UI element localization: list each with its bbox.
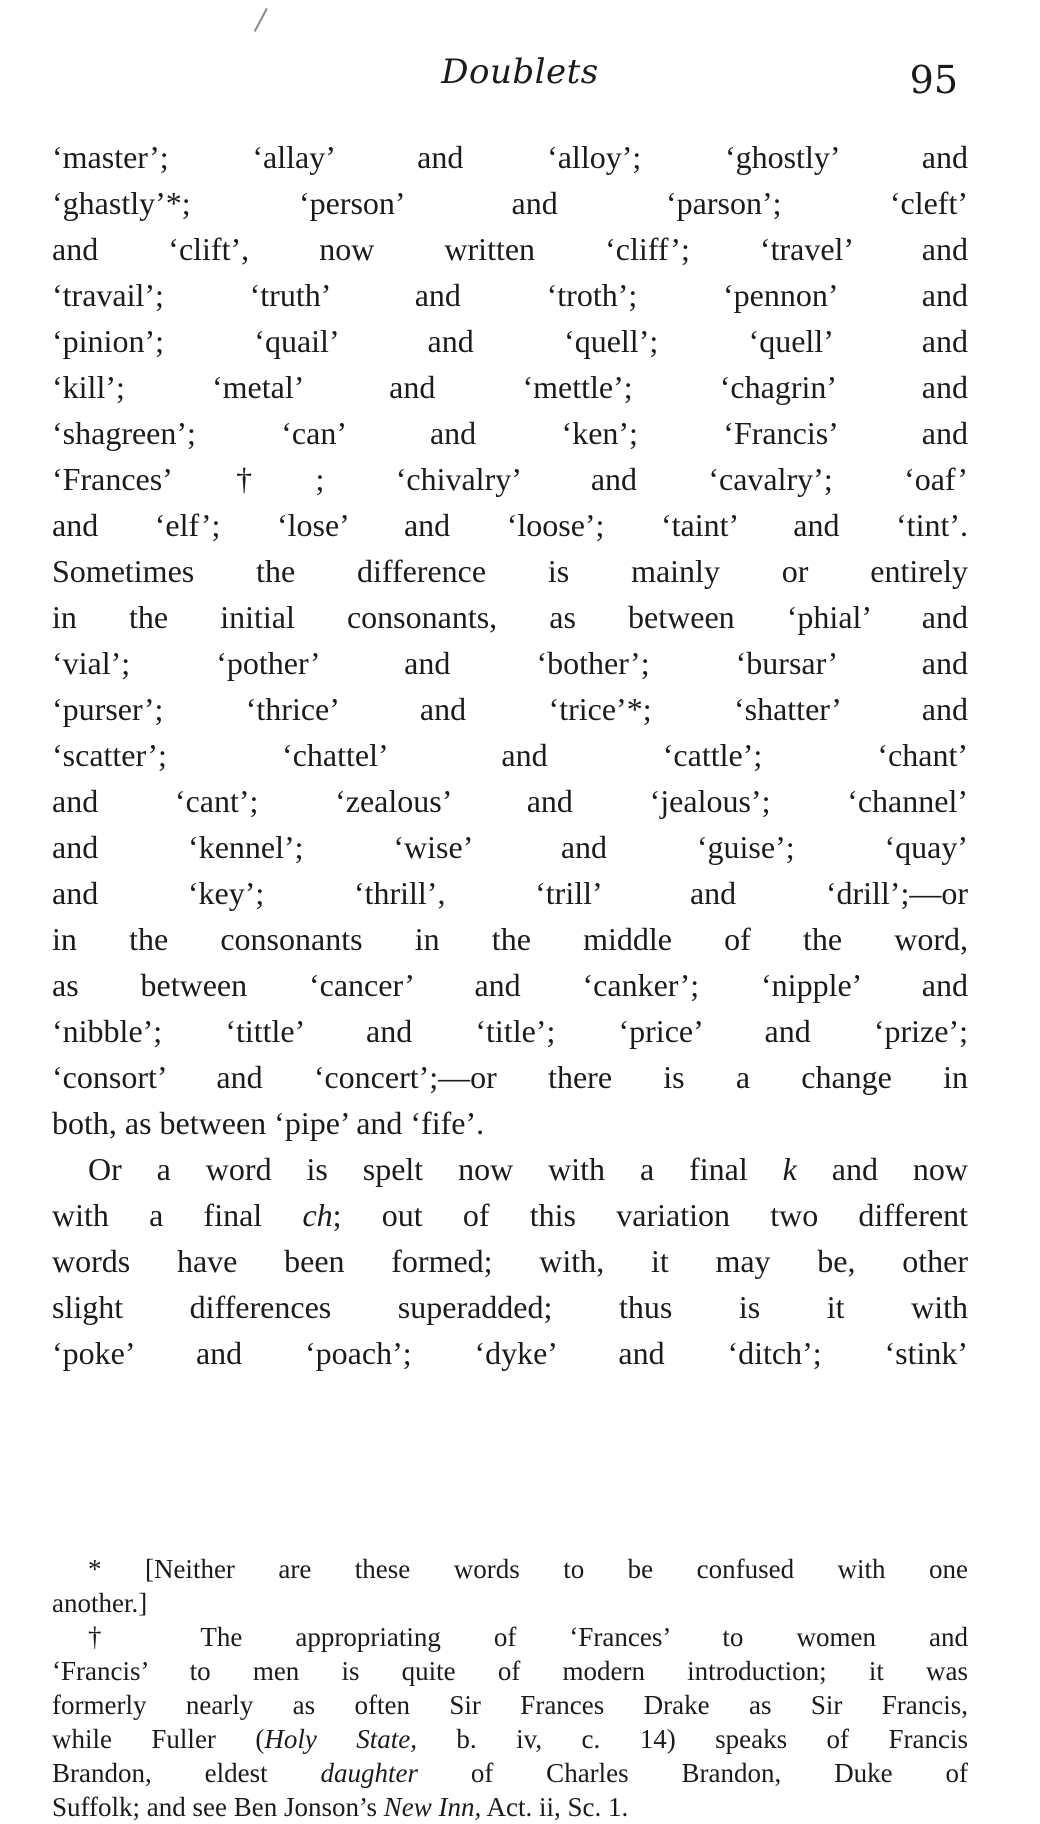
italic-run: k	[782, 1151, 797, 1187]
page-number: 95	[909, 58, 958, 102]
body-line: as between ‘cancer’ and ‘canker’; ‘nipple’ and	[52, 967, 968, 1003]
text-run: with a final	[52, 1197, 303, 1233]
body-text	[52, 134, 968, 1376]
page-header	[0, 52, 1040, 100]
footnote-line: formerly nearly as often Sir Frances Drake as Sir Francis,	[52, 1690, 968, 1720]
text-run: ; out of this variation two different	[332, 1197, 968, 1233]
body-line: and ‘key’; ‘thrill’, ‘trill’ and ‘drill’;—or	[52, 875, 968, 911]
body-line: both, as between ‘pipe’ and ‘fife’.	[52, 1105, 485, 1141]
paragraph-line	[52, 1146, 968, 1192]
italic-run: Holy State,	[264, 1724, 417, 1754]
text-run: ‘poke’ and ‘poach’; ‘dyke’ and ‘ditch’; ‘stink’	[52, 1335, 968, 1371]
footnote-line	[52, 1722, 968, 1756]
body-line: and ‘kennel’; ‘wise’ and ‘guise’; ‘quay’	[52, 829, 968, 865]
body-line: ‘scatter’; ‘chattel’ and ‘cattle’; ‘chant’	[52, 737, 968, 773]
paragraph-line	[52, 1330, 968, 1376]
italic-run: ch	[302, 1197, 333, 1233]
text-run: and now	[796, 1151, 968, 1187]
footnotes	[52, 1552, 968, 1824]
body-line: in the initial consonants, as between ‘phial’ and	[52, 599, 968, 635]
text-run: Act. ii, Sc. 1.	[481, 1792, 629, 1822]
body-line: and ‘clift’, now written ‘cliff’; ‘travel’ and	[52, 231, 968, 267]
body-line: ‘nibble’; ‘tittle’ and ‘title’; ‘price’ and ‘prize’;	[52, 1013, 968, 1049]
italic-run: daughter	[320, 1758, 418, 1788]
text-run: words have been formed; with, it may be, other	[52, 1243, 968, 1279]
italic-run: New Inn,	[383, 1792, 482, 1822]
body-line: and ‘elf’; ‘lose’ and ‘loose’; ‘taint’ and ‘tint’.	[52, 507, 968, 543]
body-line: and ‘cant’; ‘zealous’ and ‘jealous’; ‘channel’	[52, 783, 968, 819]
text-run: of Charles Brandon, Duke of	[417, 1758, 968, 1788]
footnote-line	[52, 1790, 968, 1824]
body-line: ‘Frances’†; ‘chivalry’ and ‘cavalry’; ‘oaf’	[52, 461, 968, 497]
body-line: ‘vial’; ‘pother’ and ‘bother’; ‘bursar’ and	[52, 645, 968, 681]
body-line: ‘pinion’; ‘quail’ and ‘quell’; ‘quell’ and	[52, 323, 968, 359]
running-head: Doublets	[441, 52, 599, 92]
paragraph-line	[52, 1284, 968, 1330]
body-line: ‘travail’; ‘truth’ and ‘troth’; ‘pennon’ and	[52, 277, 968, 313]
text-run: Brandon, eldest	[52, 1758, 321, 1788]
paragraph-line	[52, 1192, 968, 1238]
text-run: Suffolk; and see Ben Jonson’s	[52, 1792, 384, 1822]
footnote-line: another.]	[52, 1588, 148, 1618]
paragraph-line	[52, 1238, 968, 1284]
text-run: Or a word is spelt now with a final	[88, 1151, 783, 1187]
text-run: b. iv, c. 14) speaks of Francis	[417, 1724, 968, 1754]
body-line: ‘shagreen’; ‘can’ and ‘ken’; ‘Francis’ and	[52, 415, 968, 451]
body-line: ‘consort’ and ‘concert’;—or there is a change in	[52, 1059, 968, 1095]
footnote-line: † The appropriating of ‘Frances’ to women and	[88, 1622, 968, 1652]
body-line: ‘ghastly’*; ‘person’ and ‘parson’; ‘cleft’	[52, 185, 968, 221]
body-line: in the consonants in the middle of the word,	[52, 921, 968, 957]
body-line: Sometimes the difference is mainly or entirely	[52, 553, 968, 589]
footnote-line	[52, 1756, 968, 1790]
text-run: slight differences superadded; thus is it with	[52, 1289, 968, 1325]
stray-pen-mark	[254, 8, 268, 32]
footnote-line: * [Neither are these words to be confused with one	[88, 1554, 968, 1584]
body-line: ‘master’; ‘allay’ and ‘alloy’; ‘ghostly’ and	[52, 139, 968, 175]
footnote-line: ‘Francis’ to men is quite of modern introduction; it was	[52, 1656, 968, 1686]
body-line: ‘kill’; ‘metal’ and ‘mettle’; ‘chagrin’ and	[52, 369, 968, 405]
text-run: while Fuller (	[52, 1724, 265, 1754]
body-line: ‘purser’; ‘thrice’ and ‘trice’*; ‘shatter’ and	[52, 691, 968, 727]
